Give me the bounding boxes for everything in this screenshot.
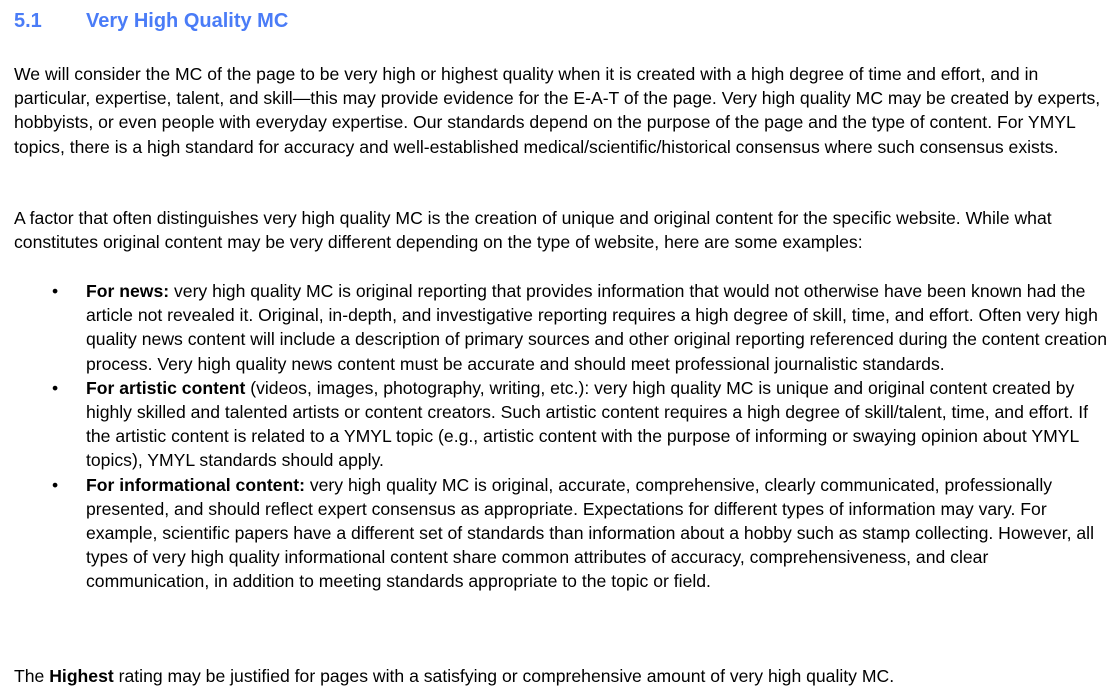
closing-bold: Highest [49, 666, 114, 686]
intro-paragraph: We will consider the MC of the page to be very high or highest quality when it is created with a high degree of time and effort, and in particular, expertise, talent, and skill—this may provide evidence for the E-A-T of the page. Very high quality MC may be created by experts, hobbyists, or even people with everyday expertise. Our standards depend on the purpose of the page and the type of content. For YMYL topics, there is a high standard for accuracy and well-established medical/scientific/historical consensus where such consensus exists. [14, 64, 1101, 157]
bullet-icon: • [52, 377, 59, 398]
list-item-lead: For news: [86, 281, 170, 301]
section-heading [14, 10, 288, 33]
bullet-icon: • [52, 474, 59, 495]
list-item-text: very high quality MC is original reporting that provides information that would not otherwise have been known had the article not revealed it. Original, in-depth, and investigative reporting requires a high degree of skill, time, and effort. Often very high quality news content will include a description of primary sources and other original reporting referenced during the content creation process. Very high quality news content must be accurate and should meet professional journalistic standards. [86, 281, 1108, 374]
list-item-news [14, 279, 1109, 376]
bullet-icon: • [52, 281, 59, 301]
list-item-artistic [14, 376, 1109, 473]
list-item-lead: For informational content: [86, 474, 305, 495]
list-item-lead: For artistic content [86, 377, 246, 398]
closing-pre: The [14, 666, 50, 686]
list-item-text: very high quality MC is original, accurate, comprehensive, clearly communicated, professionally presented, and should reflect expert consensus as appropriate. Expectations for different types of information may vary. For example, scientific papers have a different set of standards than information about a hobby such as stamp collecting. However, all types of very high quality informational content share common attributes of accuracy, comprehensiveness, and clear communication, in addition to meeting standards appropriate to the topic or field. [86, 474, 1094, 592]
section-title: Very High Quality MC [86, 10, 289, 32]
list-item-informational [14, 473, 1109, 594]
closing-paragraph [14, 664, 1109, 688]
examples-list [14, 279, 1109, 594]
section-number: 5.1 [14, 10, 42, 32]
list-item-text: (videos, images, photography, writing, etc.): very high quality MC is unique and original content created by highly skilled and talented artists or content creators. Such artistic content requires a high degree of skill/talent, time, and effort. If the artistic content is related to a YMYL topic (e.g., artistic content with the purpose of informing or swaying opinion about YMYL topics), YMYL standards should apply. [86, 377, 1089, 471]
examples-paragraph: A factor that often distinguishes very high quality MC is the creation of unique and original content for the specific website. While what constitutes original content may be very different depending on the type of website, here are some examples: [14, 208, 1052, 253]
closing-post: rating may be justified for pages with a satisfying or comprehensive amount of very high quality MC. [113, 666, 895, 686]
